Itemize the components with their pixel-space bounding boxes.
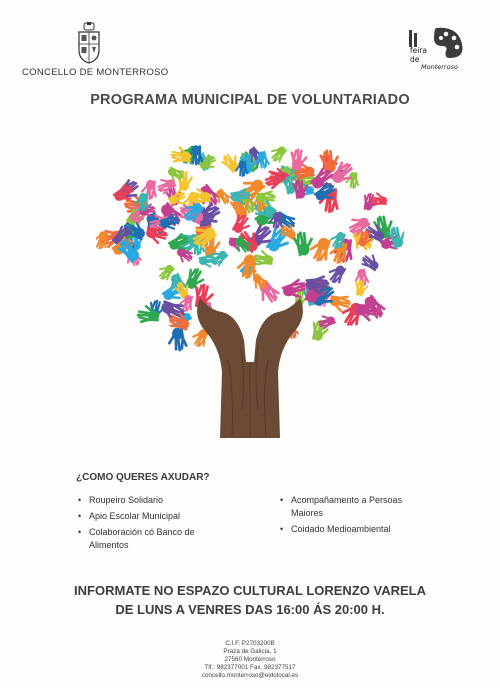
- municipal-crest-icon: [76, 22, 102, 64]
- hand-print: [326, 262, 347, 285]
- option-roupeiro: • Roupeiro Solidario: [76, 494, 226, 507]
- hand-print: [167, 327, 186, 352]
- options-left-list: [76, 494, 226, 555]
- footer-phone: Tlf.: 982377001 Fax. 982377517: [204, 664, 296, 671]
- option-banco-alimentos: • Colaboración có Banco de Alimentos: [76, 526, 226, 552]
- options-right-list: [278, 494, 428, 539]
- footer-address: Praza de Galicia, 1: [223, 648, 277, 655]
- page-title: PROGRAMA MUNICIPAL DE VOLUNTARIADO: [90, 92, 410, 108]
- help-question: ¿COMO QUERES AXUDAR?: [76, 472, 210, 483]
- footer-cif: C.I.F. P2703200B: [225, 640, 275, 647]
- hand-print: [236, 160, 248, 176]
- option-acompanamento: • Acompañamento a Persoas Maiores: [278, 494, 428, 520]
- info-location: INFORMATE NO ESPAZO CULTURAL LORENZO VARELA: [74, 583, 426, 598]
- option-apoio-escolar: • Apio Escolar Municipal: [76, 510, 226, 523]
- hand-print: [346, 172, 358, 188]
- hands-foliage: [96, 142, 404, 351]
- feira-logo-line2: de: [410, 55, 420, 64]
- feira-logo-line1: feira: [410, 46, 428, 55]
- hand-print: [237, 253, 258, 279]
- hand-print: [254, 251, 274, 266]
- footer-postal: 27560 Monterroso: [224, 656, 276, 663]
- option-coidado: • Coidado Medioambiental: [278, 523, 428, 536]
- hand-print: [268, 143, 288, 163]
- footer-contact: [0, 640, 500, 680]
- info-schedule: DE LUNS A VENRES DAS 16:00 ÁS 20:00 H.: [115, 602, 385, 617]
- hand-print: [198, 254, 216, 269]
- footer-email: concello.monterroso@eidolocal.es: [201, 672, 299, 679]
- hand-print: [145, 226, 167, 244]
- hand-print: [293, 231, 314, 257]
- feira-logo-place: Monterroso: [421, 63, 458, 71]
- feira-logo-text: [410, 46, 460, 64]
- municipality-name: CONCELLO DE MONTERROSO: [22, 67, 169, 78]
- hands-tree-illustration: [96, 140, 404, 440]
